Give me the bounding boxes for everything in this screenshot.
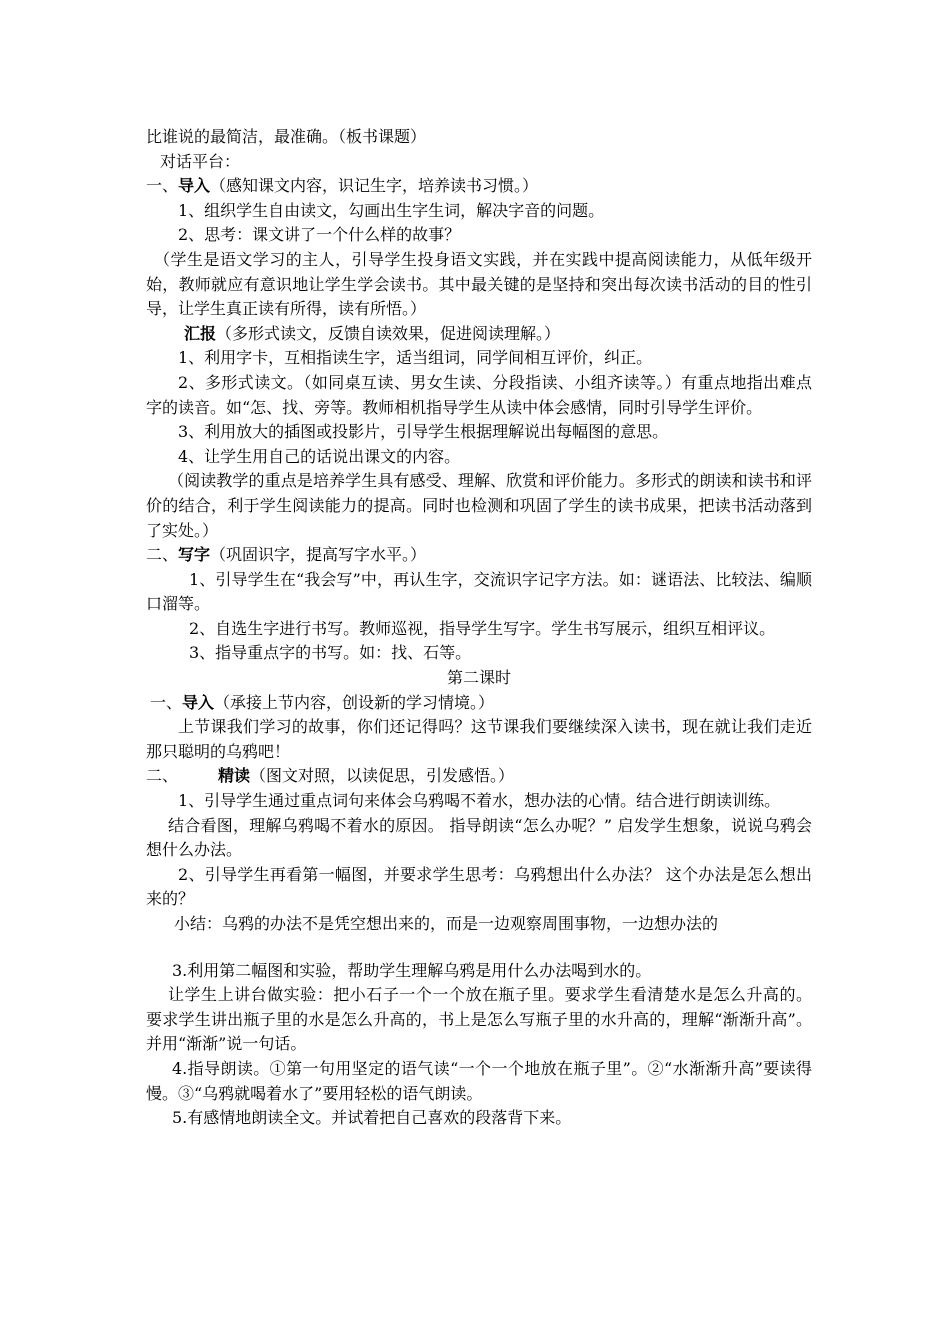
section-heading <box>146 764 812 789</box>
paragraph: 1、引导学生在“我会写”中，再认生字，交流识字记字方法。如：谜语法、比较法、编顺口溜等。 <box>146 569 812 614</box>
paragraph: 3.利用第二幅图和实验，帮助学生理解乌鸦是用什么办法喝到水的。 <box>172 960 652 980</box>
section-heading <box>146 691 812 716</box>
paragraph: 3、利用放大的插图或投影片，引导学生根据理解说出每幅图的意思。 <box>178 422 669 442</box>
paragraph: 让学生上讲台做实验：把小石子一个一个放在瓶子里。要求学生看清楚水是怎么升高的。 要求学生讲出瓶子里的水是怎么升高的，书上是怎么写瓶子里的水升高的，理解“渐渐升高”。并用“渐渐”说一句话。 <box>146 985 812 1054</box>
section-heading <box>146 543 812 568</box>
blank-line <box>146 937 812 959</box>
heading-note: （感知课文内容，识记生字，培养读书习惯。） <box>210 176 539 196</box>
heading-title: 写字 <box>178 545 211 565</box>
paragraph: 小结：乌鸦的办法不是凭空想出来的，而是一边观察周围事物，一边想办法的 <box>174 914 719 933</box>
heading-number: 二、 <box>146 766 179 786</box>
paragraph: 上节课我们学习的故事，你们还记得吗？这节课我们要继续深入读书，现在就让我们走近那只聪明的乌鸦吧！ <box>146 717 812 761</box>
heading-note: （承接上节内容，创设新的学习情境。） <box>214 692 495 712</box>
heading-number: 一、 <box>146 176 179 196</box>
heading-note: （多形式读文，反馈自读效果，促进阅读理解。） <box>216 323 561 343</box>
section-heading <box>146 174 812 199</box>
paragraph: 对话平台： <box>160 151 241 171</box>
paragraph: 4.指导朗读。①第一句用坚定的语气读“一个一个地放在瓶子里”。②“水渐渐升高”要读得慢。③“乌鸦就喝着水了”要用轻松的语气朗读。 <box>146 1058 812 1103</box>
paragraph: 2、自选生字进行书写。教师巡视，指导学生写字。学生书写展示，组织互相评议。 <box>189 618 776 638</box>
paragraph: 1、组织学生自由读文，勾画出生字生词，解决字音的问题。 <box>178 200 605 220</box>
heading-number: 一、 <box>150 692 183 712</box>
heading-title: 精读 <box>218 766 251 786</box>
heading-title: 导入 <box>178 176 211 196</box>
section-heading <box>146 322 812 347</box>
heading-title: 导入 <box>182 692 215 712</box>
paragraph: （学生是语文学习的主人，引导学生投身语文实践，并在实践中提高阅读能力，从低年级开始，教师就应有意识地让学生学会读书。其中最关键的是坚持和突出每次读书活动的目的性引导，让学生真正读有所得，读有所悟。） <box>146 249 812 319</box>
heading-note: （巩固识字，提高写字水平。） <box>210 545 427 565</box>
paragraph: 1、利用字卡，互相指读生字，适当组词，同学间相互评价，纠正。 <box>178 348 653 368</box>
heading-title: 汇报 <box>184 323 217 343</box>
paragraph: 4、让学生用自己的话说出课文的内容。 <box>178 446 461 466</box>
paragraph: （阅读教学的重点是培养学生具有感受、理解、欣赏和评价能力。多形式的朗读和读书和评价的结合，利于学生阅读能力的提高。同时也检测和巩固了学生的读书成果，把读书活动落到了实处。） <box>146 471 812 540</box>
paragraph: 比谁说的最简洁，最准确。（板书课题） <box>146 127 427 146</box>
paragraph: 2、思考：课文讲了一个什么样的故事？ <box>178 225 461 245</box>
heading-number: 二、 <box>146 545 179 565</box>
paragraph: 2、引导学生再看第一幅图，并要求学生思考：乌鸦想出什么办法？ 这个办法是怎么想出来的？ <box>146 864 812 909</box>
paragraph: 结合看图，理解乌鸦喝不着水的原因。 指导朗读“怎么办呢？” 启发学生想象，说说乌鸦会想什么办法。 <box>146 815 812 860</box>
paragraph: 5.有感情地朗读全文。并试着把自己喜欢的段落背下来。 <box>172 1108 572 1128</box>
heading-note: （图文对照，以读促思，引发感悟。） <box>250 766 515 786</box>
paragraph: 2、多形式读文。（如同桌互读、男女生读、分段指读、小组齐读等。）有重点地指出难点字的读音。如“怎、找、旁等。教师相机指导学生从读中体会感情，同时引导学生评价。 <box>146 372 812 417</box>
paragraph: 1、引导学生通过重点词句来体会乌鸦喝不着水，想办法的心情。结合进行朗读训练。 <box>178 791 781 811</box>
lesson-title: 第二课时 <box>446 668 511 688</box>
document-body <box>146 125 812 1131</box>
paragraph: 3、指导重点字的书写。如：找、石等。 <box>189 643 472 663</box>
